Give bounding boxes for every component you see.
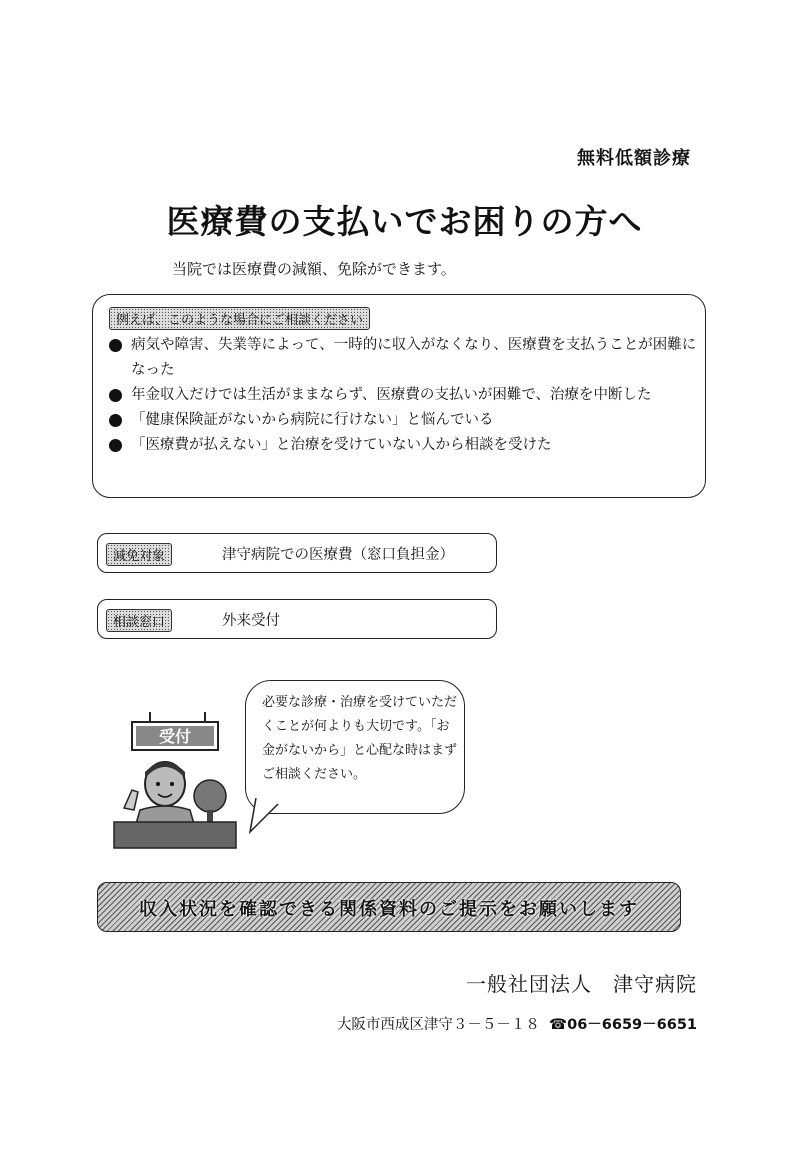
- bubble-text: 必要な診療・治療を受けていただくことが何よりも大切です。「お金がないから」と心配な時はまずご相談ください。: [262, 695, 458, 782]
- intro-text: 当院では医療費の減額、免除ができます。: [172, 260, 456, 278]
- sign-text: 受付: [158, 727, 192, 746]
- contact-box: [97, 599, 497, 639]
- list-item: 「医療費が払えない」と治療を受けていない人から相談を受けた: [107, 433, 697, 458]
- bubble-tail-icon: [248, 798, 288, 834]
- organization-name: 一般社団法人 津守病院: [466, 972, 697, 996]
- page-tag: 無料低額診療: [577, 148, 691, 169]
- bullet-icon: [109, 414, 122, 427]
- examples-list: [107, 333, 697, 458]
- list-item: 年金収入だけでは生活がままならず、医療費の支払いが困難で、治療を中断した: [107, 383, 697, 408]
- target-label: 減免対象: [106, 543, 172, 566]
- list-item: 「健康保険証がないから病院に行けない」と悩んでいる: [107, 408, 697, 433]
- reception-illustration: [110, 712, 240, 852]
- bullet-icon: [109, 439, 122, 452]
- documents-banner: [97, 882, 681, 932]
- address-line: [337, 1013, 697, 1034]
- bullet-icon: [109, 339, 122, 352]
- examples-label: 例えば、このような場合にご相談ください: [109, 307, 370, 330]
- list-item: 病気や障害、失業等によって、一時的に収入がなくなり、医療費を支払うことが困難になった: [107, 333, 697, 383]
- speech-bubble: [245, 680, 465, 814]
- page-title: 医療費の支払いでお困りの方へ: [166, 202, 643, 241]
- target-value: 津守病院での医療費（窓口負担金）: [222, 547, 454, 563]
- phone-number: ☎06－6659－6651: [549, 1017, 697, 1033]
- receptionist-icon: [110, 712, 240, 852]
- bullet-icon: [109, 389, 122, 402]
- banner-text: 収入状況を確認できる関係資料のご提示をお願いします: [139, 899, 639, 920]
- address: 大阪市西成区津守３－５－１８: [336, 1017, 540, 1033]
- target-box: [97, 533, 497, 573]
- examples-box: [92, 294, 706, 498]
- contact-value: 外来受付: [222, 613, 280, 629]
- contact-label: 相談窓口: [106, 609, 172, 632]
